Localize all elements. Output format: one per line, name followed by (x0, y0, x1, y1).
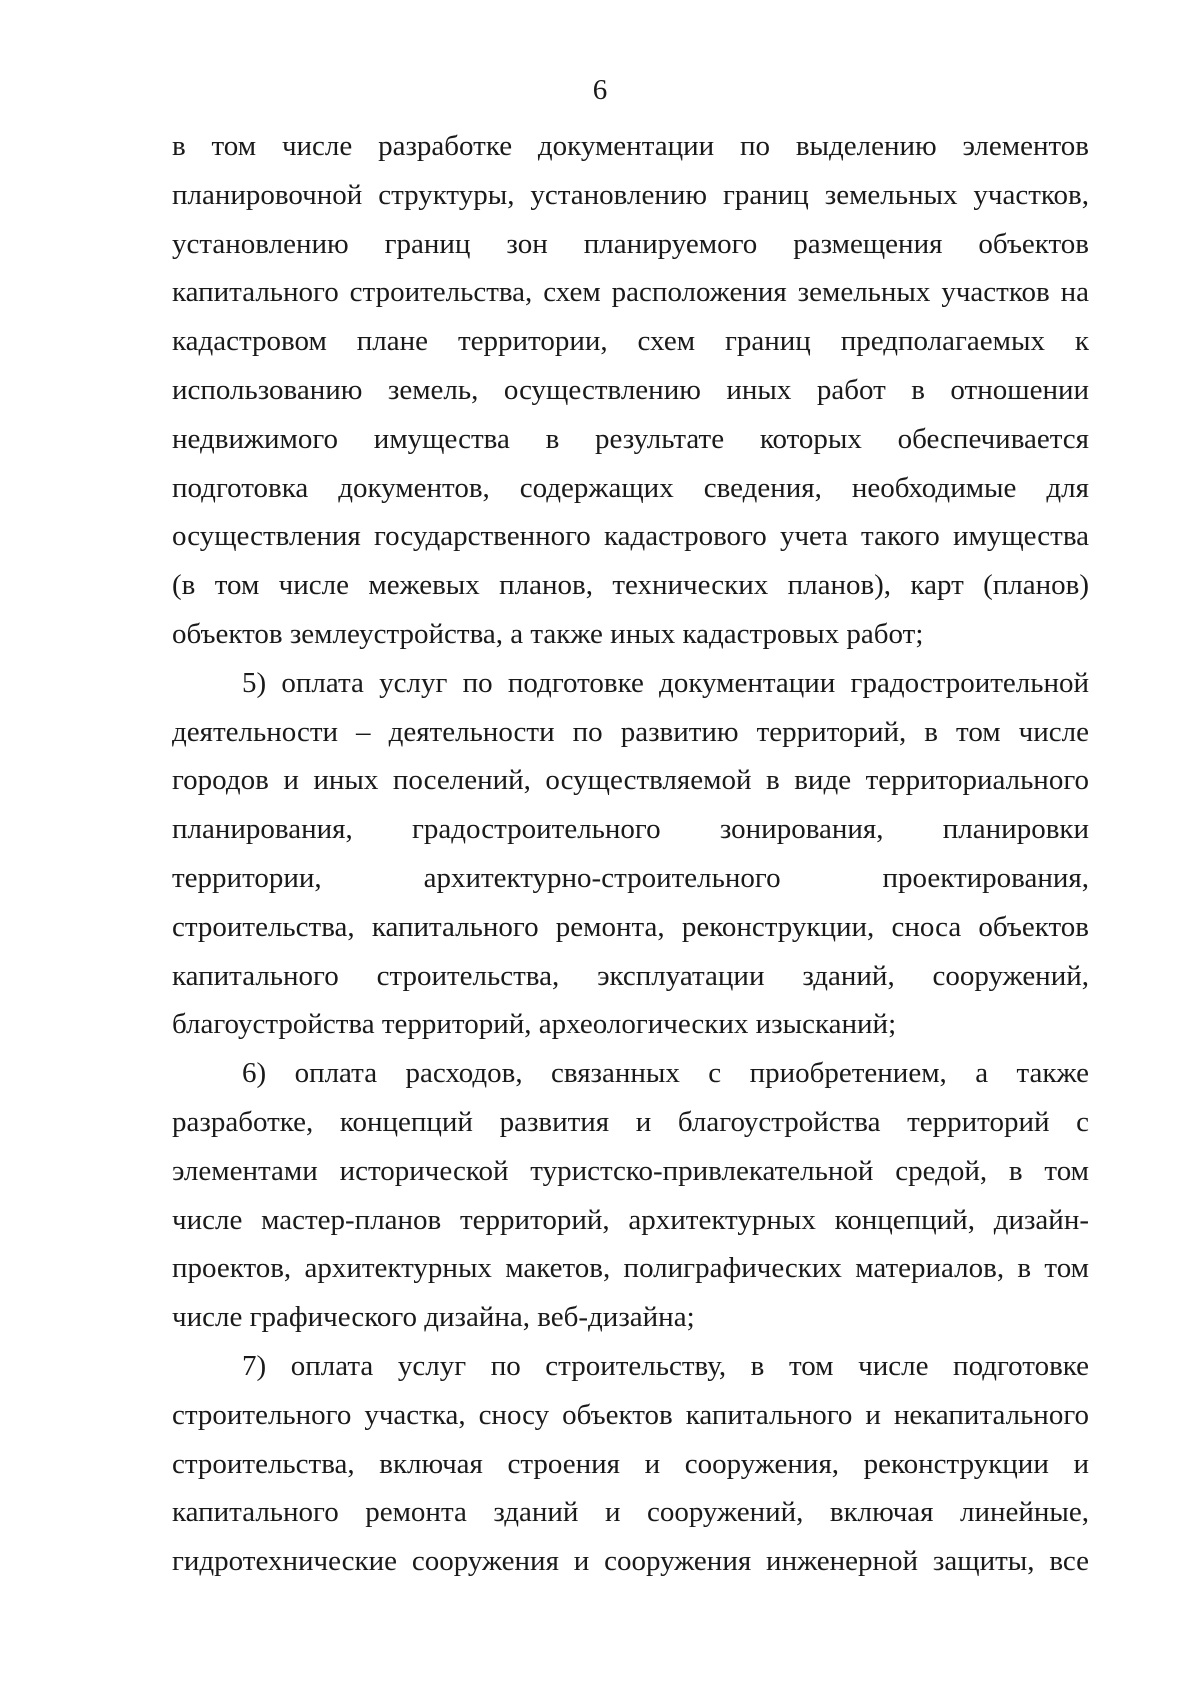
paragraph-continuation: в том числе разработке документации по выделению элементов планировочной структуры, установлению границ земельных участков, установлению границ зон планируемого размещения объектов капитального строительства, схем расположения земельных участков на кадастровом плане территории, схем границ предполагаемых к использованию земель, осуществлению иных работ в отношении недвижимого имущества в результате которых обеспечивается подготовка документов, содержащих сведения, необходимые для осуществления государственного кадастрового учета такого имущества (в том числе межевых планов, технических планов), карт (планов) объектов землеустройства, а также иных кадастровых работ; (172, 130, 1089, 650)
paragraph-item-7: 7) оплата услуг по строительству, в том числе подготовке строительного участка, сносу объектов капитального и некапитального строительства, включая строения и сооружения, реконструкции и капитального ремонта зданий и сооружений, включая линейные, гидротехнические сооружения и сооружения инженерной защиты, все (172, 1349, 1089, 1578)
document-body (172, 122, 1089, 1586)
page-number: 6 (592, 74, 608, 106)
paragraph-item-5: 5) оплата услуг по подготовке документации градостроительной деятельности – деятельности по развитию территорий, в том числе городов и иных поселений, осуществляемой в виде территориального планирования, градостроительного зонирования, планировки территории, архитектурно-строительного проектирования, строительства, капитального ремонта, реконструкции, сноса объектов капитального строительства, эксплуатации зданий, сооружений, благоустройства территорий, археологических изысканий; (172, 666, 1089, 1041)
paragraph-item-6: 6) оплата расходов, связанных с приобретением, а также разработке, концепций развития и благоустройства территорий с элементами исторической туристско-привлекательной средой, в том числе мастер-планов территорий, архитектурных концепций, дизайн-проектов, архитектурных макетов, полиграфических материалов, в том числе графического дизайна, веб-дизайна; (172, 1057, 1089, 1334)
